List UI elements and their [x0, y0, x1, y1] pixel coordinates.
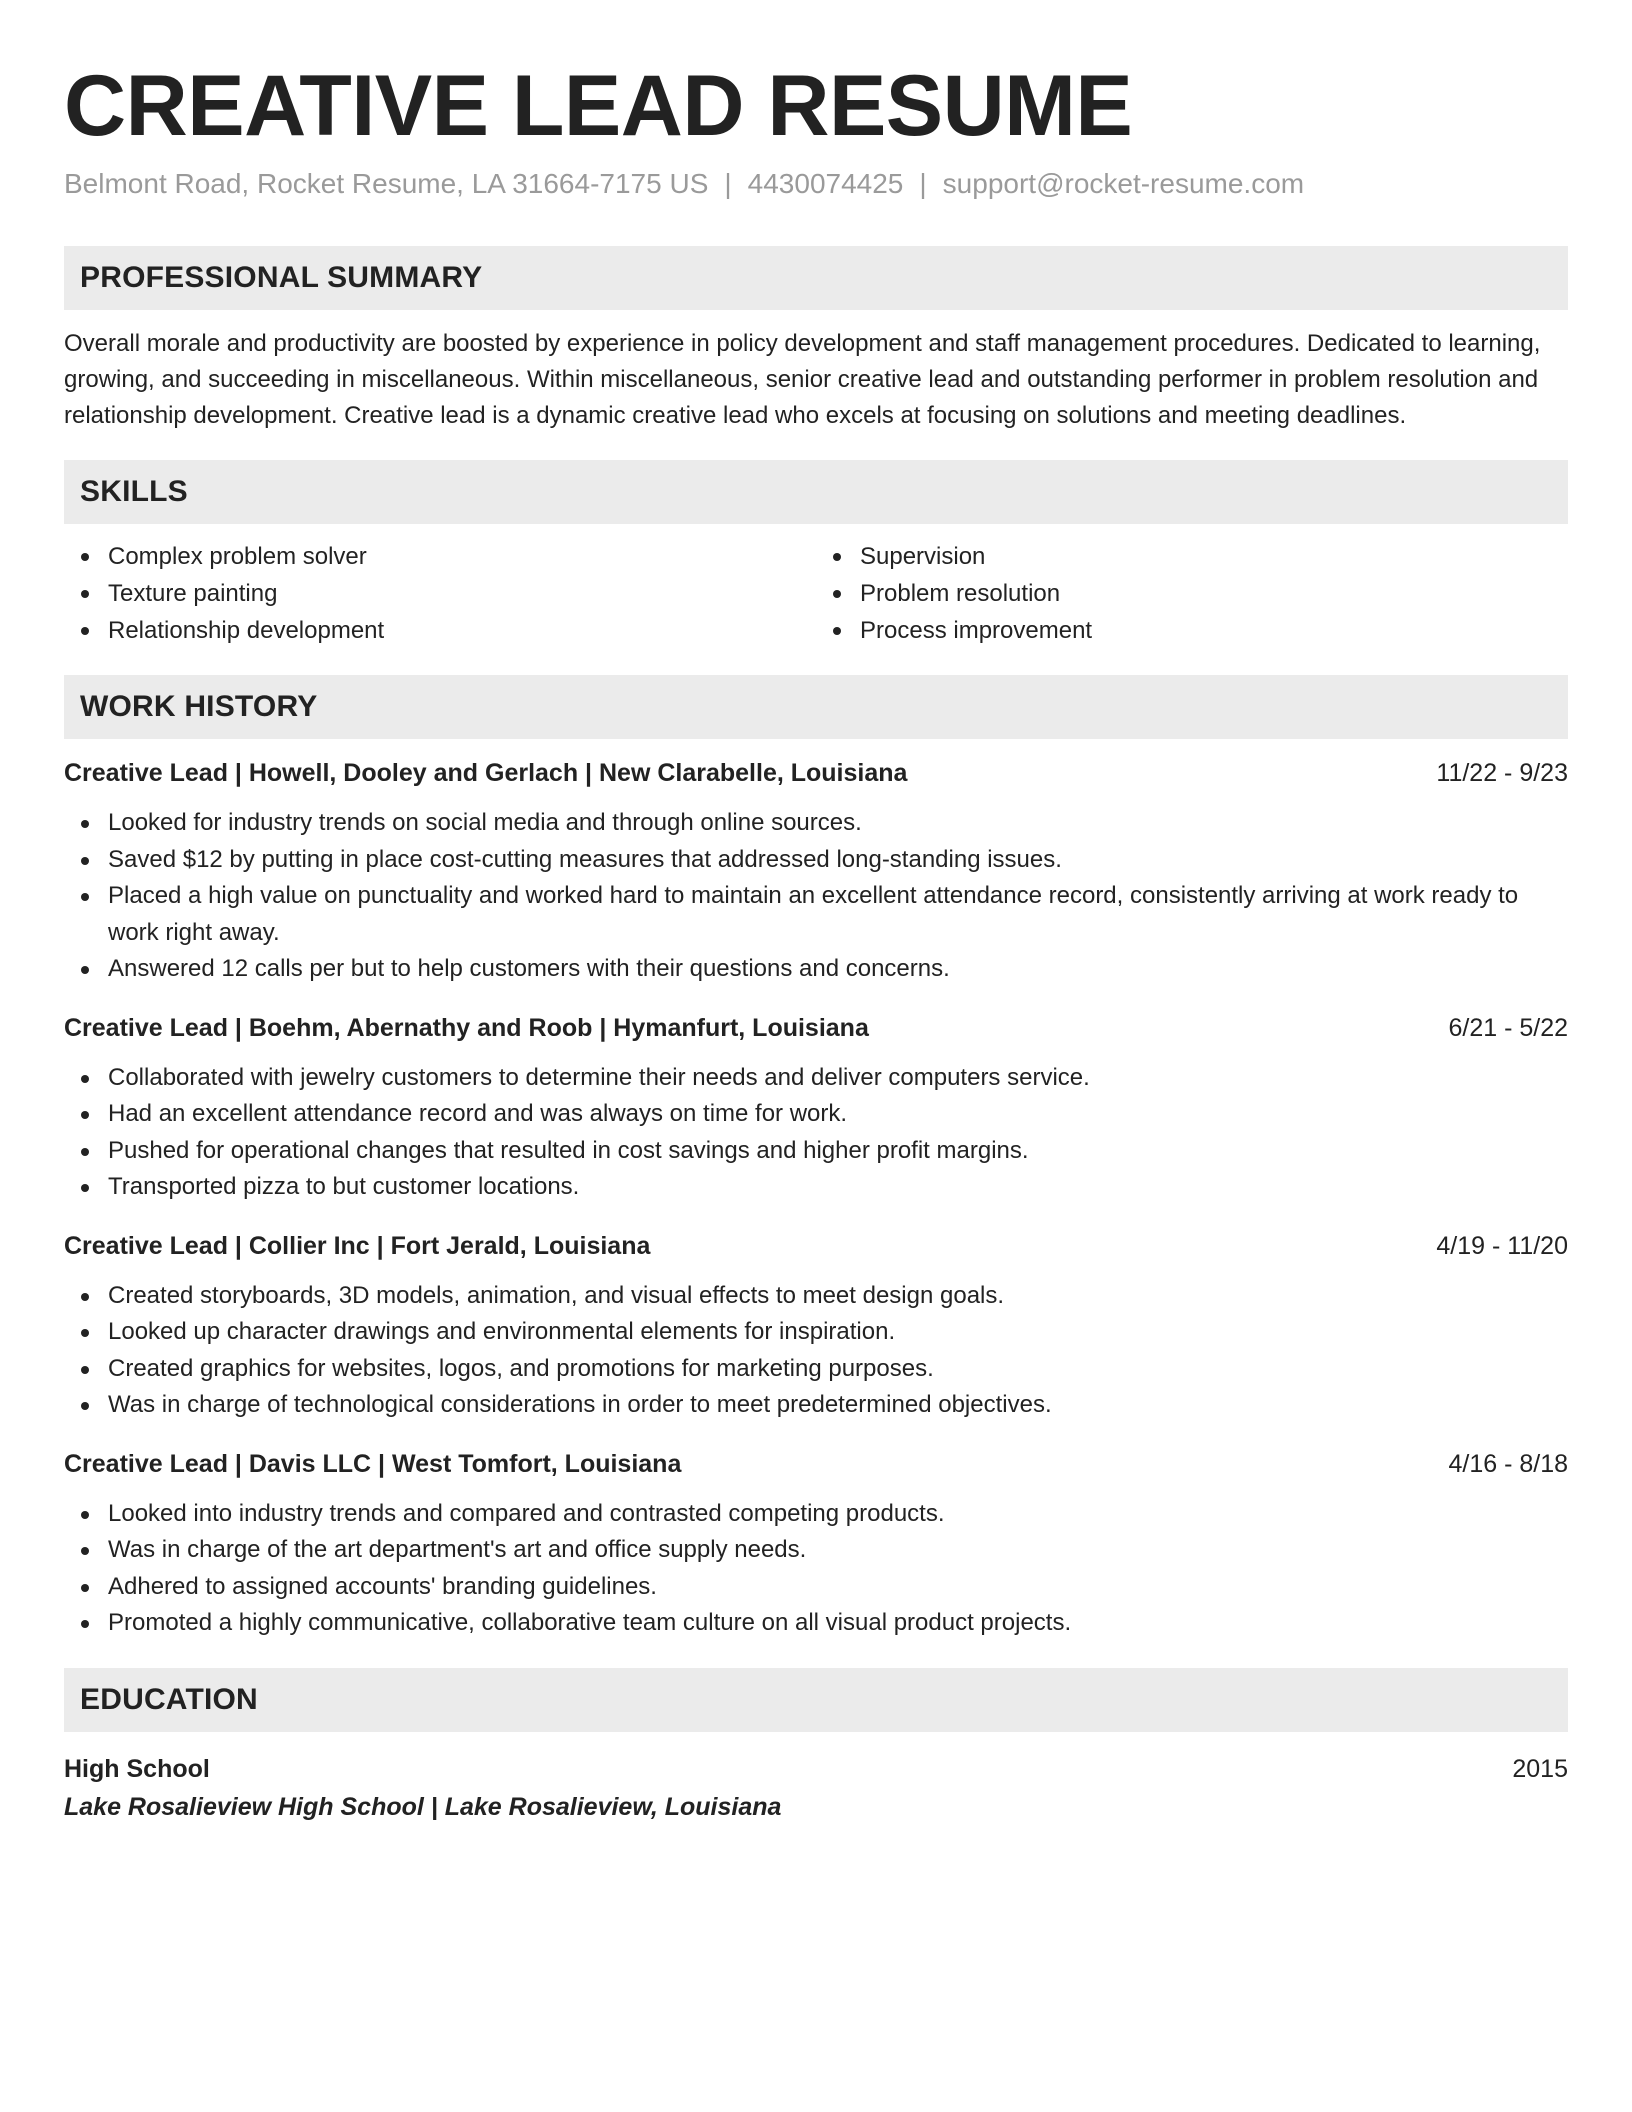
bullet-icon — [81, 1511, 89, 1519]
contact-email: support@rocket-resume.com — [942, 168, 1305, 199]
job-bullet — [64, 1532, 1568, 1569]
job-dates: 11/22 - 9/23 — [1436, 759, 1568, 787]
bullet-icon — [81, 1293, 89, 1301]
job-bullet — [64, 1278, 1568, 1315]
job-bullet — [64, 1169, 1568, 1206]
job-bullet-list — [64, 1496, 1568, 1642]
job-bullet-text: Created storyboards, 3D models, animation, and visual effects to meet design goals. — [108, 1281, 1005, 1309]
job-header — [64, 1228, 1568, 1264]
summary-section-header — [64, 246, 1568, 310]
job-header — [64, 1446, 1568, 1482]
bullet-icon — [81, 590, 89, 598]
job-bullet-text: Transported pizza to but customer locations. — [108, 1173, 580, 1200]
job-entry — [64, 1228, 1568, 1424]
job-bullet — [64, 1351, 1568, 1388]
summary-heading: PROFESSIONAL SUMMARY — [80, 261, 483, 294]
contact-separator: | — [724, 168, 732, 199]
skills-column-left — [64, 538, 816, 649]
education-entry — [64, 1750, 1568, 1826]
bullet-icon — [81, 1402, 89, 1410]
bullet-icon — [81, 1075, 89, 1083]
job-bullet — [64, 878, 1568, 951]
job-bullet — [64, 842, 1568, 879]
education-heading: EDUCATION — [80, 1682, 258, 1716]
resume-title: CREATIVE LEAD RESUME — [64, 58, 1133, 154]
resume-page — [64, 0, 1568, 1826]
job-bullet — [64, 1314, 1568, 1351]
skill-item — [64, 612, 816, 649]
contact-separator: | — [919, 168, 927, 199]
skills-list — [64, 538, 1568, 649]
bullet-icon — [833, 590, 841, 598]
education-section-header — [64, 1668, 1568, 1732]
job-header — [64, 1010, 1568, 1046]
work-heading: WORK HISTORY — [80, 690, 318, 723]
bullet-icon — [81, 1111, 89, 1119]
skill-label: Problem resolution — [860, 580, 1061, 607]
education-year: 2015 — [1512, 1754, 1568, 1783]
job-entry — [64, 755, 1568, 988]
job-bullet — [64, 805, 1568, 842]
job-bullet — [64, 1496, 1568, 1533]
job-bullet — [64, 1060, 1568, 1097]
job-entry — [64, 1010, 1568, 1206]
job-bullet — [64, 1387, 1568, 1424]
job-bullet — [64, 951, 1568, 988]
education-degree: High School — [64, 1754, 210, 1783]
summary-text: Overall morale and productivity are boosted by experience in policy development and staff management procedures. Dedicated to learning, growing, and succeeding in miscellaneous. Within miscellaneous, senior creative lead and outstanding performer in problem resolution and relationship development. Creative lead is a dynamic creative lead who excels at focusing on solutions and meeting deadlines. — [64, 330, 1541, 429]
contact-phone: 4430074425 — [747, 168, 904, 199]
job-title: Creative Lead | Davis LLC | West Tomfort, Louisiana — [64, 1449, 682, 1478]
job-bullet-text: Answered 12 calls per but to help customers with their questions and concerns. — [108, 955, 950, 982]
bullet-icon — [81, 820, 89, 828]
job-dates: 4/19 - 11/20 — [1436, 1231, 1568, 1260]
job-bullet-text: Promoted a highly communicative, collaborative team culture on all visual product projects. — [108, 1609, 1072, 1636]
job-bullet-text: Was in charge of the art department's art and office supply needs. — [108, 1536, 807, 1563]
job-bullet-text: Placed a high value on punctuality and worked hard to maintain an excellent attendance record, consistently arriving at work ready to work right away. — [108, 882, 1519, 946]
job-title: Creative Lead | Collier Inc | Fort Jerald, Louisiana — [64, 1231, 651, 1260]
job-bullet-list — [64, 1278, 1568, 1424]
job-bullet-text: Looked for industry trends on social media and through online sources. — [108, 809, 862, 836]
skill-label: Relationship development — [108, 617, 385, 644]
job-title: Creative Lead | Boehm, Abernathy and Roob | Hymanfurt, Louisiana — [64, 1013, 869, 1042]
bullet-icon — [81, 1584, 89, 1592]
bullet-icon — [81, 857, 89, 865]
skill-label: Complex problem solver — [108, 543, 367, 570]
job-title: Creative Lead | Howell, Dooley and Gerlach | New Clarabelle, Louisiana — [64, 759, 908, 787]
skills-heading: SKILLS — [80, 475, 188, 508]
job-dates: 6/21 - 5/22 — [1448, 1013, 1568, 1042]
job-bullet-text: Collaborated with jewelry customers to determine their needs and deliver computers service. — [108, 1063, 1090, 1091]
job-bullet-text: Adhered to assigned accounts' branding guidelines. — [108, 1572, 657, 1600]
job-bullet-text: Saved $12 by putting in place cost-cutting measures that addressed long-standing issues. — [108, 845, 1062, 873]
bullet-icon — [81, 1547, 89, 1555]
skills-column-right — [816, 538, 1568, 649]
job-bullet — [64, 1605, 1568, 1642]
skill-item — [816, 538, 1568, 575]
job-bullet-text: Pushed for operational changes that resulted in cost savings and higher profit margins. — [108, 1136, 1029, 1164]
job-entry — [64, 1446, 1568, 1642]
bullet-icon — [81, 1148, 89, 1156]
skills-section-header — [64, 460, 1568, 524]
job-bullet-text: Looked up character drawings and environmental elements for inspiration. — [108, 1318, 896, 1345]
skill-label: Supervision — [860, 543, 986, 570]
skill-item — [816, 575, 1568, 612]
job-bullet-text: Created graphics for websites, logos, and promotions for marketing purposes. — [108, 1354, 934, 1382]
contact-address: Belmont Road, Rocket Resume, LA 31664-7175 US — [64, 168, 709, 199]
bullet-icon — [81, 553, 89, 561]
job-bullet-list — [64, 1060, 1568, 1206]
job-bullet-text: Looked into industry trends and compared and contrasted competing products. — [108, 1499, 945, 1527]
bullet-icon — [81, 1329, 89, 1337]
job-dates: 4/16 - 8/18 — [1448, 1449, 1568, 1478]
bullet-icon — [81, 627, 89, 635]
job-bullet-text: Was in charge of technological considerations in order to meet predetermined objectives. — [108, 1391, 1052, 1418]
work-section-header — [64, 675, 1568, 739]
job-header — [64, 755, 1568, 791]
skill-label: Process improvement — [860, 617, 1093, 644]
job-bullet-list — [64, 805, 1568, 988]
education-header — [64, 1750, 1568, 1788]
skill-label: Texture painting — [108, 580, 278, 607]
bullet-icon — [81, 1620, 89, 1628]
job-bullet — [64, 1133, 1568, 1170]
job-bullet — [64, 1096, 1568, 1133]
job-bullet — [64, 1569, 1568, 1606]
skill-item — [816, 612, 1568, 649]
skill-item — [64, 575, 816, 612]
bullet-icon — [833, 553, 841, 561]
skill-item — [64, 538, 816, 575]
education-school: Lake Rosalieview High School | Lake Rosalieview, Louisiana — [64, 1792, 782, 1821]
bullet-icon — [81, 966, 89, 974]
job-bullet-text: Had an excellent attendance record and was always on time for work. — [108, 1100, 848, 1127]
bullet-icon — [81, 1184, 89, 1192]
bullet-icon — [833, 627, 841, 635]
contact-line — [64, 166, 1568, 202]
bullet-icon — [81, 893, 89, 901]
bullet-icon — [81, 1366, 89, 1374]
